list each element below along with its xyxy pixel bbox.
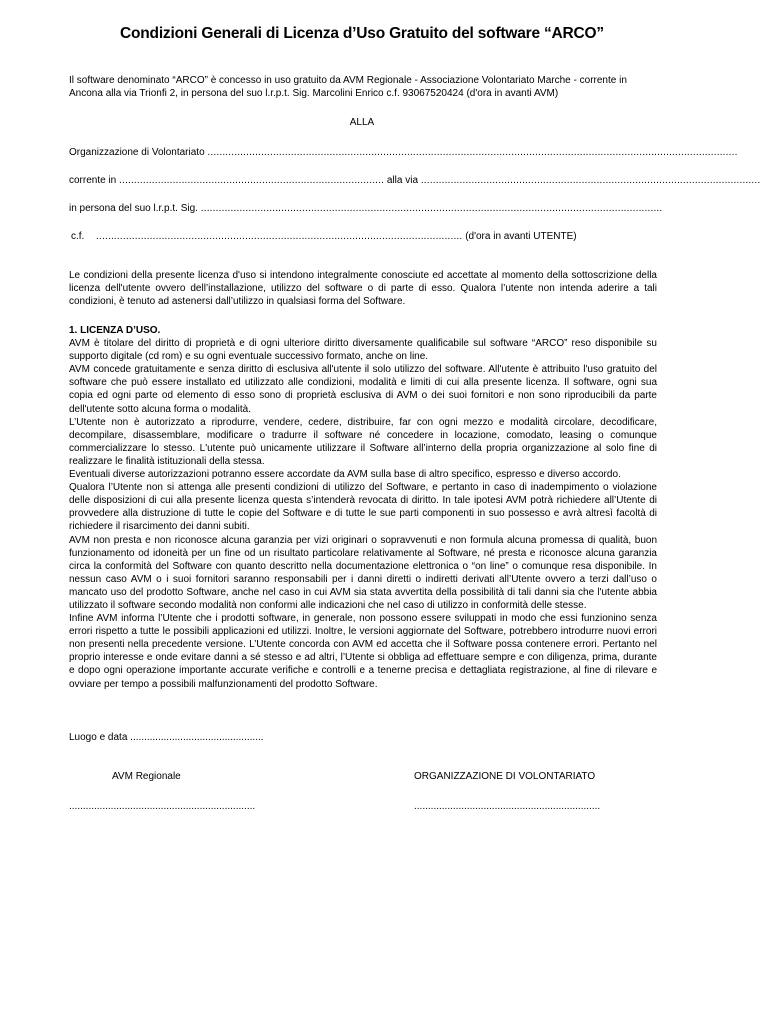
cf-label: c.f. xyxy=(71,231,85,242)
intro-paragraph: Il software denominato “ARCO” è concesso in uso gratuito da AVM Regionale - Associazione Volontariato Marche - corrente in Ancona alla via Trionfi 2, in persona del suo l.r.p.t. Sig. Marcolini Enrico c.f. 93067520424 (d'ora in avanti AVM) xyxy=(69,75,627,99)
utente-suffix: (d'ora in avanti UTENTE) xyxy=(465,231,577,242)
signature-label-organizzazione: ORGANIZZAZIONE DI VOLONTARIATO xyxy=(414,771,596,782)
section-licenza xyxy=(69,324,657,691)
organizzazione-line xyxy=(69,146,738,159)
paragraph-4: Eventuali diverse autorizzazioni potranno essere accordate da AVM sulla base di altro specifico, espresso e diverso accordo. xyxy=(69,469,621,481)
signature-label-avm: AVM Regionale xyxy=(112,771,181,782)
corrente-line xyxy=(69,174,760,187)
persona-label: in persona del suo l.r.p.t. Sig. xyxy=(69,203,198,214)
signature-line-organizzazione: ................................................................... xyxy=(414,801,601,812)
conditions-intro: Le condizioni della presente licenza d'uso si intendono integralmente conosciute ed accettate al momento della sottoscrizione della licenza dell'utente ovvero dell’installazione, utilizzo del software o di parte di esso. Qualora l’utente non intenda aderire a tali condizioni, è tenuto ad astenersi dall’utilizzo in qualsiasi forma del Software. xyxy=(69,270,657,308)
corrente-blank: ......................................................................................... xyxy=(119,175,385,186)
paragraph-1: AVM è titolare del diritto di proprietà e di ogni ulteriore diritto diversamente qualificabile sul software “ARCO” reso disponibile su supporto digitale (cd rom) e su ogni eventuale successivo formato, anche on line. xyxy=(69,338,657,363)
paragraph-3: L’Utente non è autorizzato a riprodurre, vendere, cedere, distribuire, far con ogni mezzo e modalità circolare, decodificare, decompilare, disassemblare, modificare o tradurre il software né concedere in locazione, comodato, leasing o comunque commercializzare lo stesso. L'utente può unicamente utilizzare il Software all’interno della propria organizzazione al solo fine di realizzare le finalità istituzionali della stessa. xyxy=(69,416,657,467)
organizzazione-label: Organizzazione di Volontariato xyxy=(69,147,205,158)
luogo-label: Luogo e data xyxy=(69,732,128,743)
cf-line xyxy=(71,230,661,243)
signature-line-avm: ................................................................... xyxy=(69,801,256,812)
paragraph-2: AVM concede gratuitamente e senza diritto di esclusiva all'utente il solo utilizzo del software. All'utente è attribuito l'uso gratuito del software che può essere installato ed utilizzato alle condizioni, modalità e limiti di cui alla presente licenza. Il software, ogni sua copia ed ogni parte od elemento di esso sono di proprietà esclusiva di AVM o dei suoi fornitori e non sono riproducibili da parte dell'utente sotto alcuna forma o modalità. xyxy=(69,364,657,415)
luogo-data-line xyxy=(69,732,264,743)
via-label: alla via xyxy=(386,175,419,186)
via-blank: .................................................................................................................. xyxy=(420,175,760,186)
corrente-label: corrente in xyxy=(69,175,117,186)
section-heading: 1. LICENZA D’USO. xyxy=(69,325,161,336)
paragraph-7: Infine AVM informa l’Utente che i prodotti software, in generale, non possono essere sviluppati in modo che essi funzionino senza errori rispetto a tutte le possibili applicazioni ed utilizzi. Inoltre, le versioni aggiornate del Software, potrebbero introdurre nuovi errori non presenti nella precedente versione. L’Utente concorda con AVM ed accetta che il Software possa contenere errori. Pertanto nel proprio interesse e onde evitare danni a sé stesso e ad altri, l’Utente si obbliga ad effettuare sempre e con diligenza, prima, durante e dopo ogni operazione importante accurate verifiche e controlli e a tenerne precisa e dettagliata registrazione, al fine di rilevare e ovviare per tempo a possibili malfunzionamenti del prodotto Software. xyxy=(69,613,657,690)
paragraph-6: AVM non presta e non riconosce alcuna garanzia per vizi originari o sopravvenuti e non formula alcuna promessa di qualità, buon funzionamento od idoneità per un fine od un risultato particolare relativamente al Software, né presta e riconosce alcuna garanzia circa la conformità del Software con quanto descritto nella documentazione elettronica o “on line” o comunque resa disponibile. In nessun caso AVM o i suoi fornitori saranno responsabili per i danni diretti o indiretti derivati all’Utente ovvero a terzi dall’uso o mancato uso del prodotto Software, anche nel caso in cui AVM sia stata avvertita della possibilità di tali danni sia che l'utente abbia utilizzato il software secondo modalità non conformi alle indicazioni che nel caso di utilizzo in conformità delle stesse. xyxy=(69,534,657,611)
paragraph-5: Qualora l’Utente non si attenga alle presenti condizioni di utilizzo del Software, e pertanto in caso di inadempimento o violazione delle disposizioni di cui alla presente licenza questa s’intenderà revocata di diritto. In tale ipotesi AVM potrà richiedere all’Utente di provvedere alla distruzione di tutte le copie del Software e di tutte le sue parti componenti in suo possesso e avrà altresì facoltà di richiedere il risarcimento dei danni subiti. xyxy=(69,482,657,533)
luogo-blank: ................................................ xyxy=(130,732,264,743)
organizzazione-blank: .................................................................................................................................................................................. xyxy=(207,147,738,158)
persona-line xyxy=(69,202,663,215)
alla-label: ALLA xyxy=(349,117,375,128)
persona-blank: ........................................................................................................................................................... xyxy=(200,203,663,214)
cf-blank: ........................................................................................................................... xyxy=(87,231,463,242)
document-title: Condizioni Generali di Licenza d’Uso Gratuito del software “ARCO” xyxy=(120,25,604,42)
